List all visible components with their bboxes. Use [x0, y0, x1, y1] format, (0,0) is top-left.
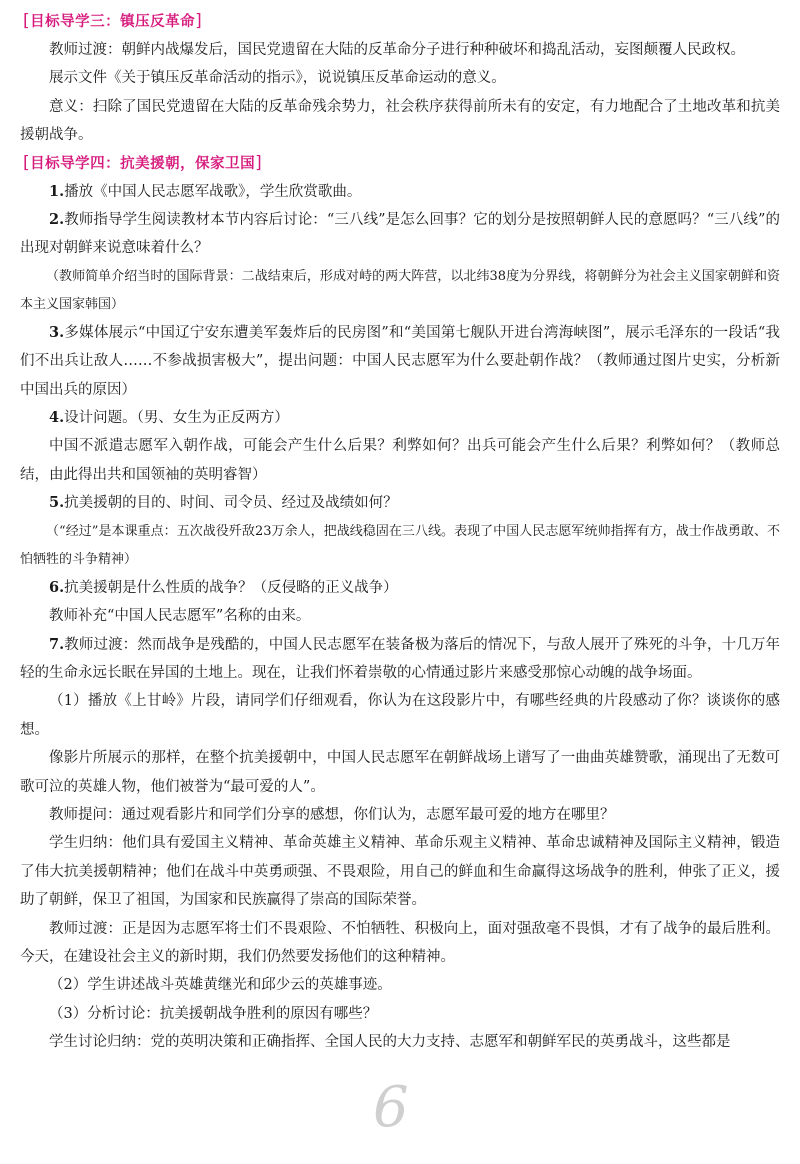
list-item-7: 7.教师过渡：然而战争是残酷的，中国人民志愿军在装备极为落后的情况下，与敌人展开了殊死的斗争，十几万年轻的生命永远长眠在异国的土地上。现在，让我们怀着崇敬的心情通过影片来感受那惊心动魄的战争场面。 [20, 635, 780, 681]
list-item-6: 6.抗美援朝是什么性质的战争？（反侵略的正义战争） [49, 578, 398, 596]
list-item-4: 4.设计问题。（男、女生为正反两方） [49, 409, 289, 427]
paragraph: 学生讨论归纳：党的英明决策和正确指挥、全国人民的大力支持、志愿军和朝鲜军民的英勇战斗，这些都是 [49, 1034, 731, 1051]
section-heading-3-text: 目标导学三：镇压反革命 [30, 14, 196, 30]
list-item-1: 1.播放《中国人民志愿军战歌》，学生欣赏歌曲。 [49, 182, 362, 200]
paragraph: 展示文件《关于镇压反革命活动的指示》，说说镇压反革命运动的意义。 [49, 70, 506, 87]
list-item-2: 2.教师指导学生阅读教材本节内容后讨论：“三八线”是怎么回事？它的划分是按照朝鲜人民的意愿吗？“三八线”的出现对朝鲜来说意味着什么？ [20, 211, 780, 257]
paragraph: （1）播放《上甘岭》片段，请同学们仔细观看，你认为在这段影片中，有哪些经典的片段感动了你？谈谈你的感想。 [20, 693, 780, 738]
paragraph: 教师过渡：朝鲜内战爆发后，国民党遗留在大陆的反革命分子进行种种破坏和捣乱活动，妄图颠覆人民政权。 [49, 42, 745, 58]
page-number: 6 [373, 1075, 409, 1140]
paragraph: （2）学生讲述战斗英雄黄继光和邱少云的英雄事迹。 [49, 977, 392, 994]
paragraph: 教师补充“中国人民志愿军”名称的由来。 [49, 608, 311, 625]
paragraph: 中国不派遣志愿军入朝作战，可能会产生什么后果？利弊如何？出兵可能会产生什么后果？利弊如何？（教师总结，由此得出共和国领袖的英明睿智） [20, 438, 780, 483]
list-item-3: 3.多媒体展示“中国辽宁安东遭美军轰炸后的民房图”和“美国第七舰队开进台湾海峡图”，展示毛泽东的一段话“我们不出兵让敌人……不参战损害极大”，提出问题：中国人民志愿军为什么要赴朝作战？（教师通过图片史实，分析新中国出兵的原因） [20, 323, 780, 398]
paragraph: 意义：扫除了国民党遗留在大陆的反革命残余势力，社会秩序获得前所未有的安定，有力地配合了土地改革和抗美援朝战争。 [20, 98, 780, 144]
paragraph: 教师过渡：正是因为志愿军将士们不畏艰险、不怕牺牲、积极向上，面对强敌毫不畏惧，才有了战争的最后胜利。今天，在建设社会主义的新时期，我们仍然要发扬他们的这种精神。 [20, 920, 780, 965]
paragraph: 像影片所展示的那样，在整个抗美援朝中，中国人民志愿军在朝鲜战场上谱写了一曲曲英雄赞歌，涌现出了无数可歌可泣的英雄人物，他们被誉为“最可爱的人”。 [20, 750, 780, 795]
page-content [20, 8, 780, 1057]
paragraph: 教师提问：通过观看影片和同学们分享的感想，你们认为，志愿军最可爱的地方在哪里？ [49, 806, 615, 823]
paragraph: 学生归纳：他们具有爱国主义精神、革命英雄主义精神、革命乐观主义精神、革命忠诚精神及国际主义精神，锻造了伟大抗美援朝精神；他们在战斗中英勇顽强、不畏艰险，用自己的鲜血和生命赢得这场战争的胜利，伸张了正义，援助了朝鲜，保卫了祖国，为国家和民族赢得了崇高的国际荣誉。 [20, 835, 780, 909]
teacher-note: （“经过”是本课重点：五次战役歼敌23万余人，把战线稳固在三八线。表现了中国人民志愿军统帅指挥有方，战士作战勇敢、不怕牺牲的斗争精神） [20, 523, 780, 567]
section-heading-4-text: 目标导学四：抗美援朝，保家卫国 [30, 155, 256, 172]
section-heading-4: [目标导学四：抗美援朝，保家卫国] [23, 152, 263, 173]
section-heading-3: [目标导学三：镇压反革命] [23, 11, 203, 31]
paragraph: （3）分析讨论：抗美援朝战争胜利的原因有哪些？ [49, 1005, 378, 1022]
teacher-note: （教师简单介绍当时的国际背景：二战结束后，形成对峙的两大阵营，以北纬38度为分界线，将朝鲜分为社会主义国家朝鲜和资本主义国家韩国） [20, 268, 780, 312]
list-item-5: 5.抗美援朝的目的、时间、司令员、经过及战绩如何？ [49, 494, 398, 512]
